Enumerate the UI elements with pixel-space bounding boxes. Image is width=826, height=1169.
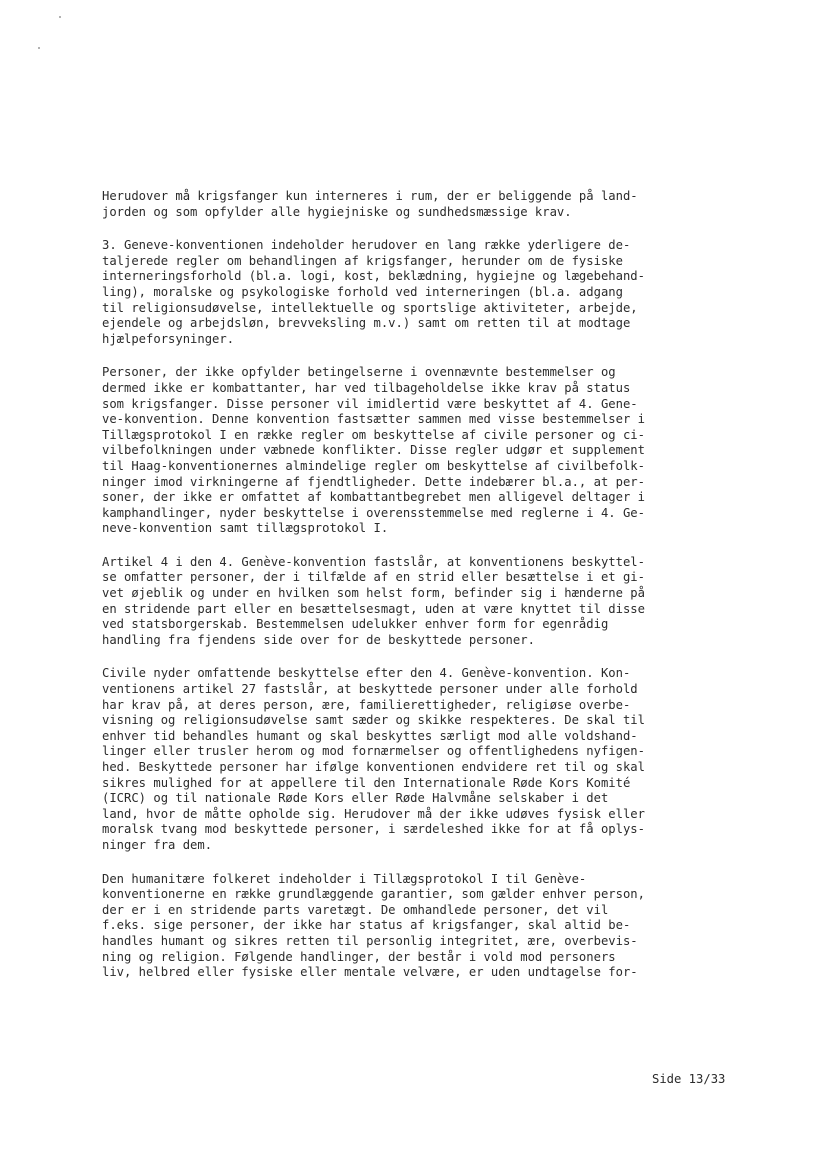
paragraph-article-4 [102,555,742,649]
text-line: handles humant og sikres retten til personlig integritet, ære, overbevis- [102,933,638,948]
text-line: som krigsfanger. Disse personer vil imidlertid være beskyttet af 4. Gene- [102,396,638,411]
text-line: hjælpeforsyninger. [102,331,235,346]
text-line: Civile nyder omfattende beskyttelse efter den 4. Genève-konvention. Kon- [102,666,631,681]
text-line: en stridende part eller en besættelsesmagt, uden at være knyttet til disse [102,601,645,616]
text-line: neve-konvention samt tillægsprotokol I. [102,521,389,536]
text-line: ling), moralske og psykologiske forhold ved interneringen (bl.a. adgang [102,284,623,299]
text-line: Artikel 4 i den 4. Genève-konvention fastslår, at konventionens beskyttel- [102,554,645,569]
text-line: hed. Beskyttede personer har ifølge konventionen endvidere ret til og skal [102,760,645,774]
paragraph-internment-rooms [102,189,742,220]
text-line: taljerede regler om behandlingen af krigsfanger, herunder om de fysiske [102,253,623,268]
text-line: ning og religion. Følgende handlinger, der består i vold mod personers [102,949,616,964]
text-line: Herudover må krigsfanger kun interneres i rum, der er beliggende på land- [102,189,638,203]
text-line: (ICRC) og til nationale Røde Kors eller Røde Halvmåne selskaber i det [102,791,609,806]
text-line: interneringsforhold (bl.a. logi, kost, beklædning, hygiejne og lægebehand- [102,269,645,284]
text-line: ventionens artikel 27 fastslår, at beskyttede personer under alle forhold [102,682,638,697]
scan-speck [59,16,61,18]
text-line: linger eller trusler herom og mod fornærmelser og offentlighedens nyfigen- [102,744,645,759]
text-line: til Haag-konventionernes almindelige regler om beskyttelse af civilbefolk- [102,458,645,473]
text-line: moralsk tvang mod beskyttede personer, i særdeleshed ikke for at få oplys- [102,822,645,837]
text-line: ved statsborgerskab. Bestemmelsen udelukker enhver form for egenrådig [102,617,609,632]
text-line: ejendele og arbejdsløn, brevveksling m.v.) samt om retten til at modtage [102,316,631,331]
text-line: visning og religionsudøvelse samt sæder og skikke respekteres. De skal til [102,713,645,728]
scan-speck [38,47,40,49]
text-line: liv, helbred eller fysiske eller mentale velvære, er uden undtagelse for- [102,965,638,980]
text-line: vet øjeblik og under en hvilken som helst form, befinder sig i hænderne på [102,586,645,601]
text-line: se omfatter personer, der i tilfælde af en strid eller besættelse i et gi- [102,570,645,585]
text-line: ve-konvention. Denne konvention fastsætter sammen med visse bestemmelser i [102,412,645,427]
page-number: Side 13/33 [652,1072,726,1086]
paragraph-non-combatants [102,365,742,537]
text-line: sikres mulighed for at appellere til den Internationale Røde Kors Komité [102,775,631,790]
text-line: Tillægsprotokol I en række regler om beskyttelse af civile personer og ci- [102,427,645,442]
paragraph-geneva-detailed-rules [102,238,742,347]
text-line: kamphandlinger, nyder beskyttelse i overensstemmelse med reglerne i 4. Ge- [102,505,645,520]
text-line: vilbefolkningen under væbnede konflikter. Disse regler udgør et supplement [102,443,645,458]
text-line: f.eks. sige personer, der ikke har status af krigsfanger, skal altid be- [102,918,631,933]
text-line: til religionsudøvelse, intellektuelle og sportslige aktiviteter, arbejde, [102,300,638,315]
text-line: konventionerne en række grundlæggende garantier, som gælder enhver person, [102,887,645,902]
paragraph-protocol-guarantees [102,872,742,981]
text-line: soner, der ikke er omfattet af kombattantbegrebet men alligevel deltager i [102,490,645,505]
text-line: jorden og som opfylder alle hygiejniske og sundhedsmæssige krav. [102,204,572,219]
text-line: dermed ikke er kombattanter, har ved tilbageholdelse ikke krav på status [102,380,631,395]
text-line: land, hvor de måtte opholde sig. Herudover må der ikke udøves fysisk eller [102,806,645,821]
paragraph-civilian-protection [102,666,742,853]
text-line: enhver tid behandles humant og skal beskyttes særligt mod alle voldshand- [102,728,638,743]
text-line: Personer, der ikke opfylder betingelserne i ovennævnte bestemmelser og [102,365,616,380]
text-line: handling fra fjendens side over for de beskyttede personer. [102,632,535,647]
text-line: ninger fra dem. [102,837,213,852]
text-line: ninger imod virkningerne af fjendtligheder. Dette indebærer bl.a., at per- [102,474,645,489]
text-line: Den humanitære folkeret indeholder i Tillægsprotokol I til Genève- [102,871,587,886]
text-line: 3. Geneve-konventionen indeholder herudover en lang række yderligere de- [102,238,631,253]
text-line: har krav på, at deres person, ære, familierettigheder, religiøse overbe- [102,697,631,712]
document-body [102,189,742,999]
text-line: der er i en stridende parts varetægt. De omhandlede personer, det vil [102,902,609,917]
